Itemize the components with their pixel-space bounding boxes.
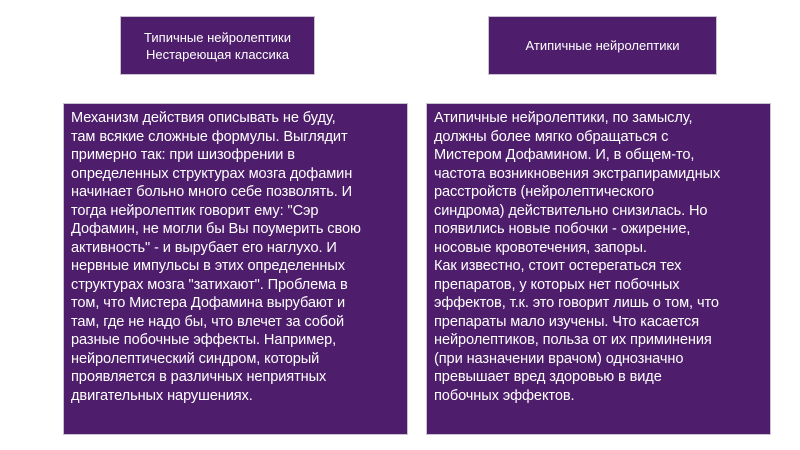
atypical-description-text: Атипичные нейролептики, по замыслу, должны более мягко обращаться с Мистером Дофамином. И, в общем-то, частота возникновения экстрапирамидных расстройств (нейролептического синдрома) действительно снизилась. Но появились новые побочки - ожирение, носовые кровотечения, запоры. Как известно, стоит остерегаться тех препаратов, у которых нет побочных эффектов, т.к. это говорит лишь о том, что препараты мало изучены. Что касается нейролептиков, польза от их приминения (при назначении врачом) однозначно превышает вред здоровью в виде побочных эффектов. — [434, 110, 721, 404]
atypical-header-title: Атипичные нейролептики — [525, 38, 680, 53]
typical-header-title: Типичные нейролептики — [144, 29, 291, 45]
typical-antipsychotics-description — [64, 104, 407, 434]
typical-header-subtitle: Нестареющая классика — [145, 46, 290, 62]
typical-description-text: Механизм действия описывать не буду, там всякие сложные формулы. Выглядит примерно так: при шизофрении в определенных структурах мозга дофамин начинает больно много себе позволять. И тогда нейролептик говорит ему: "Сэр Дофамин, не могли бы Вы поумерить свою активность" - и вырубает его наглухо. И нервные импульсы в этих определенных структурах мозга "затихают". Проблема в том, что Мистера Дофамина вырубают и там, где не надо бы, что влечет за собой разные побочные эффекты. Например, нейролептический синдром, который проявляется в различных неприятных двигательных нарушениях. — [71, 110, 361, 404]
atypical-antipsychotics-header — [489, 17, 716, 74]
atypical-antipsychotics-description — [427, 104, 770, 434]
typical-antipsychotics-header — [121, 17, 314, 74]
